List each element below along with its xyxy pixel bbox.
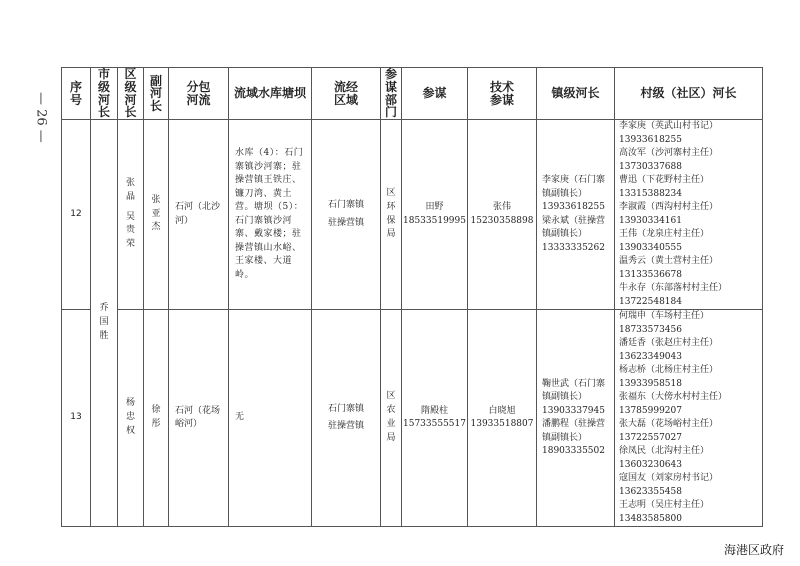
district-chief-cell <box>118 120 144 310</box>
village-chief-cell: 何瑞申（车场村主任） 18733573456 潘廷香（张赵庄村主任） 13623349043 杨志桥（北杨庄村主任） 13933958518 张福东（大傍水村村主任） 13785999207 张大磊（花场峪村主任） 13722557027 徐凤民（北沟村主任） 13603230643 寇国友（刘家房村书记） 13623355458 王志明（吴庄村主任） 13483585800 <box>615 310 763 527</box>
deputy-chief-name: 徐彤 <box>151 405 161 429</box>
tech-staff-phone: 13933518807 <box>470 419 534 429</box>
staff-phone: 18533519995 <box>403 215 466 226</box>
page-number: — 26 — <box>33 91 49 143</box>
river-chief-table <box>61 67 763 527</box>
tech-staff-phone: 15230358898 <box>470 215 534 226</box>
reservoir-cell: 水库（4）：石门寨镇沙河寨；驻操营镇王铁庄、镰刀湾、黄土营。塘坝（5）：石门寨镇沙河寨、戴家楼；驻操营镇山水峪、王家楼、大道岭。 <box>229 120 312 310</box>
river-cell: 石河（北沙河） <box>169 120 229 310</box>
district-chief-cell <box>118 310 144 527</box>
header-town-chief: 镇级河长 <box>537 68 615 120</box>
tech-staff-name: 张伟 <box>492 202 511 212</box>
village-chief-cell: 李家庚（英武山村书记） 13933618255 高汝军（沙河寨村主任） 13730337688 曹迅（下花野村主任） 13315388234 李淑霞（西沟村村主任） 13930334161 王伟（龙泉庄村主任） 13903340555 温秀云（黄土营村主任） 13133536678 牛永存（东部落村村主任） 13722548184 <box>615 120 763 310</box>
city-chief-cell <box>91 120 118 527</box>
area-cell: 石门寨镇驻操营镇 <box>312 120 381 310</box>
dept-cell: 区农业局 <box>381 310 402 527</box>
header-dept: 参谋部门 <box>381 68 402 120</box>
table-row <box>62 310 763 527</box>
row-seq: 12 <box>62 120 91 310</box>
river-cell: 石河（花场峪河） <box>169 310 229 527</box>
city-chief-name: 乔国胜 <box>99 303 109 341</box>
district-chief-name: 吴贵荣 <box>126 211 136 250</box>
tech-staff-cell <box>468 120 537 310</box>
deputy-chief-cell <box>144 120 169 310</box>
header-village-chief: 村级（社区）河长 <box>615 68 763 120</box>
district-chief-name: 张晶 <box>126 177 136 202</box>
dept-cell: 区环保局 <box>381 120 402 310</box>
table-row <box>62 120 763 310</box>
staff-name: 田野 <box>425 202 444 212</box>
staff-phone: 15733555517 <box>403 419 466 429</box>
deputy-chief-name: 张亚杰 <box>151 194 161 233</box>
tech-staff-name: 白晓旭 <box>488 405 516 416</box>
tech-staff-cell <box>468 310 537 527</box>
reservoir-cell: 无 <box>229 310 312 527</box>
header-reservoir: 流域水库塘坝 <box>229 68 312 120</box>
header-area: 流经区域 <box>312 68 381 120</box>
town-chief-cell: 鞠世武（石门寨 镇副镇长） 13903337945 潘鹏程（驻操营 镇副镇长） 18903335502 <box>537 310 615 527</box>
area-cell: 石门寨镇驻操营镇 <box>312 310 381 527</box>
district-chief-name: 杨忠权 <box>126 398 136 436</box>
staff-name: 隋殿柱 <box>420 405 448 416</box>
watermark: 海港区政府 <box>723 543 784 557</box>
header-staff: 参谋 <box>402 68 468 120</box>
header-seq: 序号 <box>62 68 91 120</box>
header-deputy-chief: 副河长 <box>144 68 169 120</box>
header-row <box>62 68 763 120</box>
town-chief-cell: 李家庚（石门寨 镇副镇长） 13933618255 梁永斌（驻操营 镇副镇长） 13333335262 <box>537 120 615 310</box>
header-tech-staff: 技术参谋 <box>468 68 537 120</box>
header-river: 分包河流 <box>169 68 229 120</box>
deputy-chief-cell <box>144 310 169 527</box>
staff-cell <box>402 310 468 527</box>
staff-cell <box>402 120 468 310</box>
header-district-chief: 区级河长 <box>118 68 144 120</box>
row-seq: 13 <box>62 310 91 527</box>
header-city-chief: 市级河长 <box>91 68 118 120</box>
